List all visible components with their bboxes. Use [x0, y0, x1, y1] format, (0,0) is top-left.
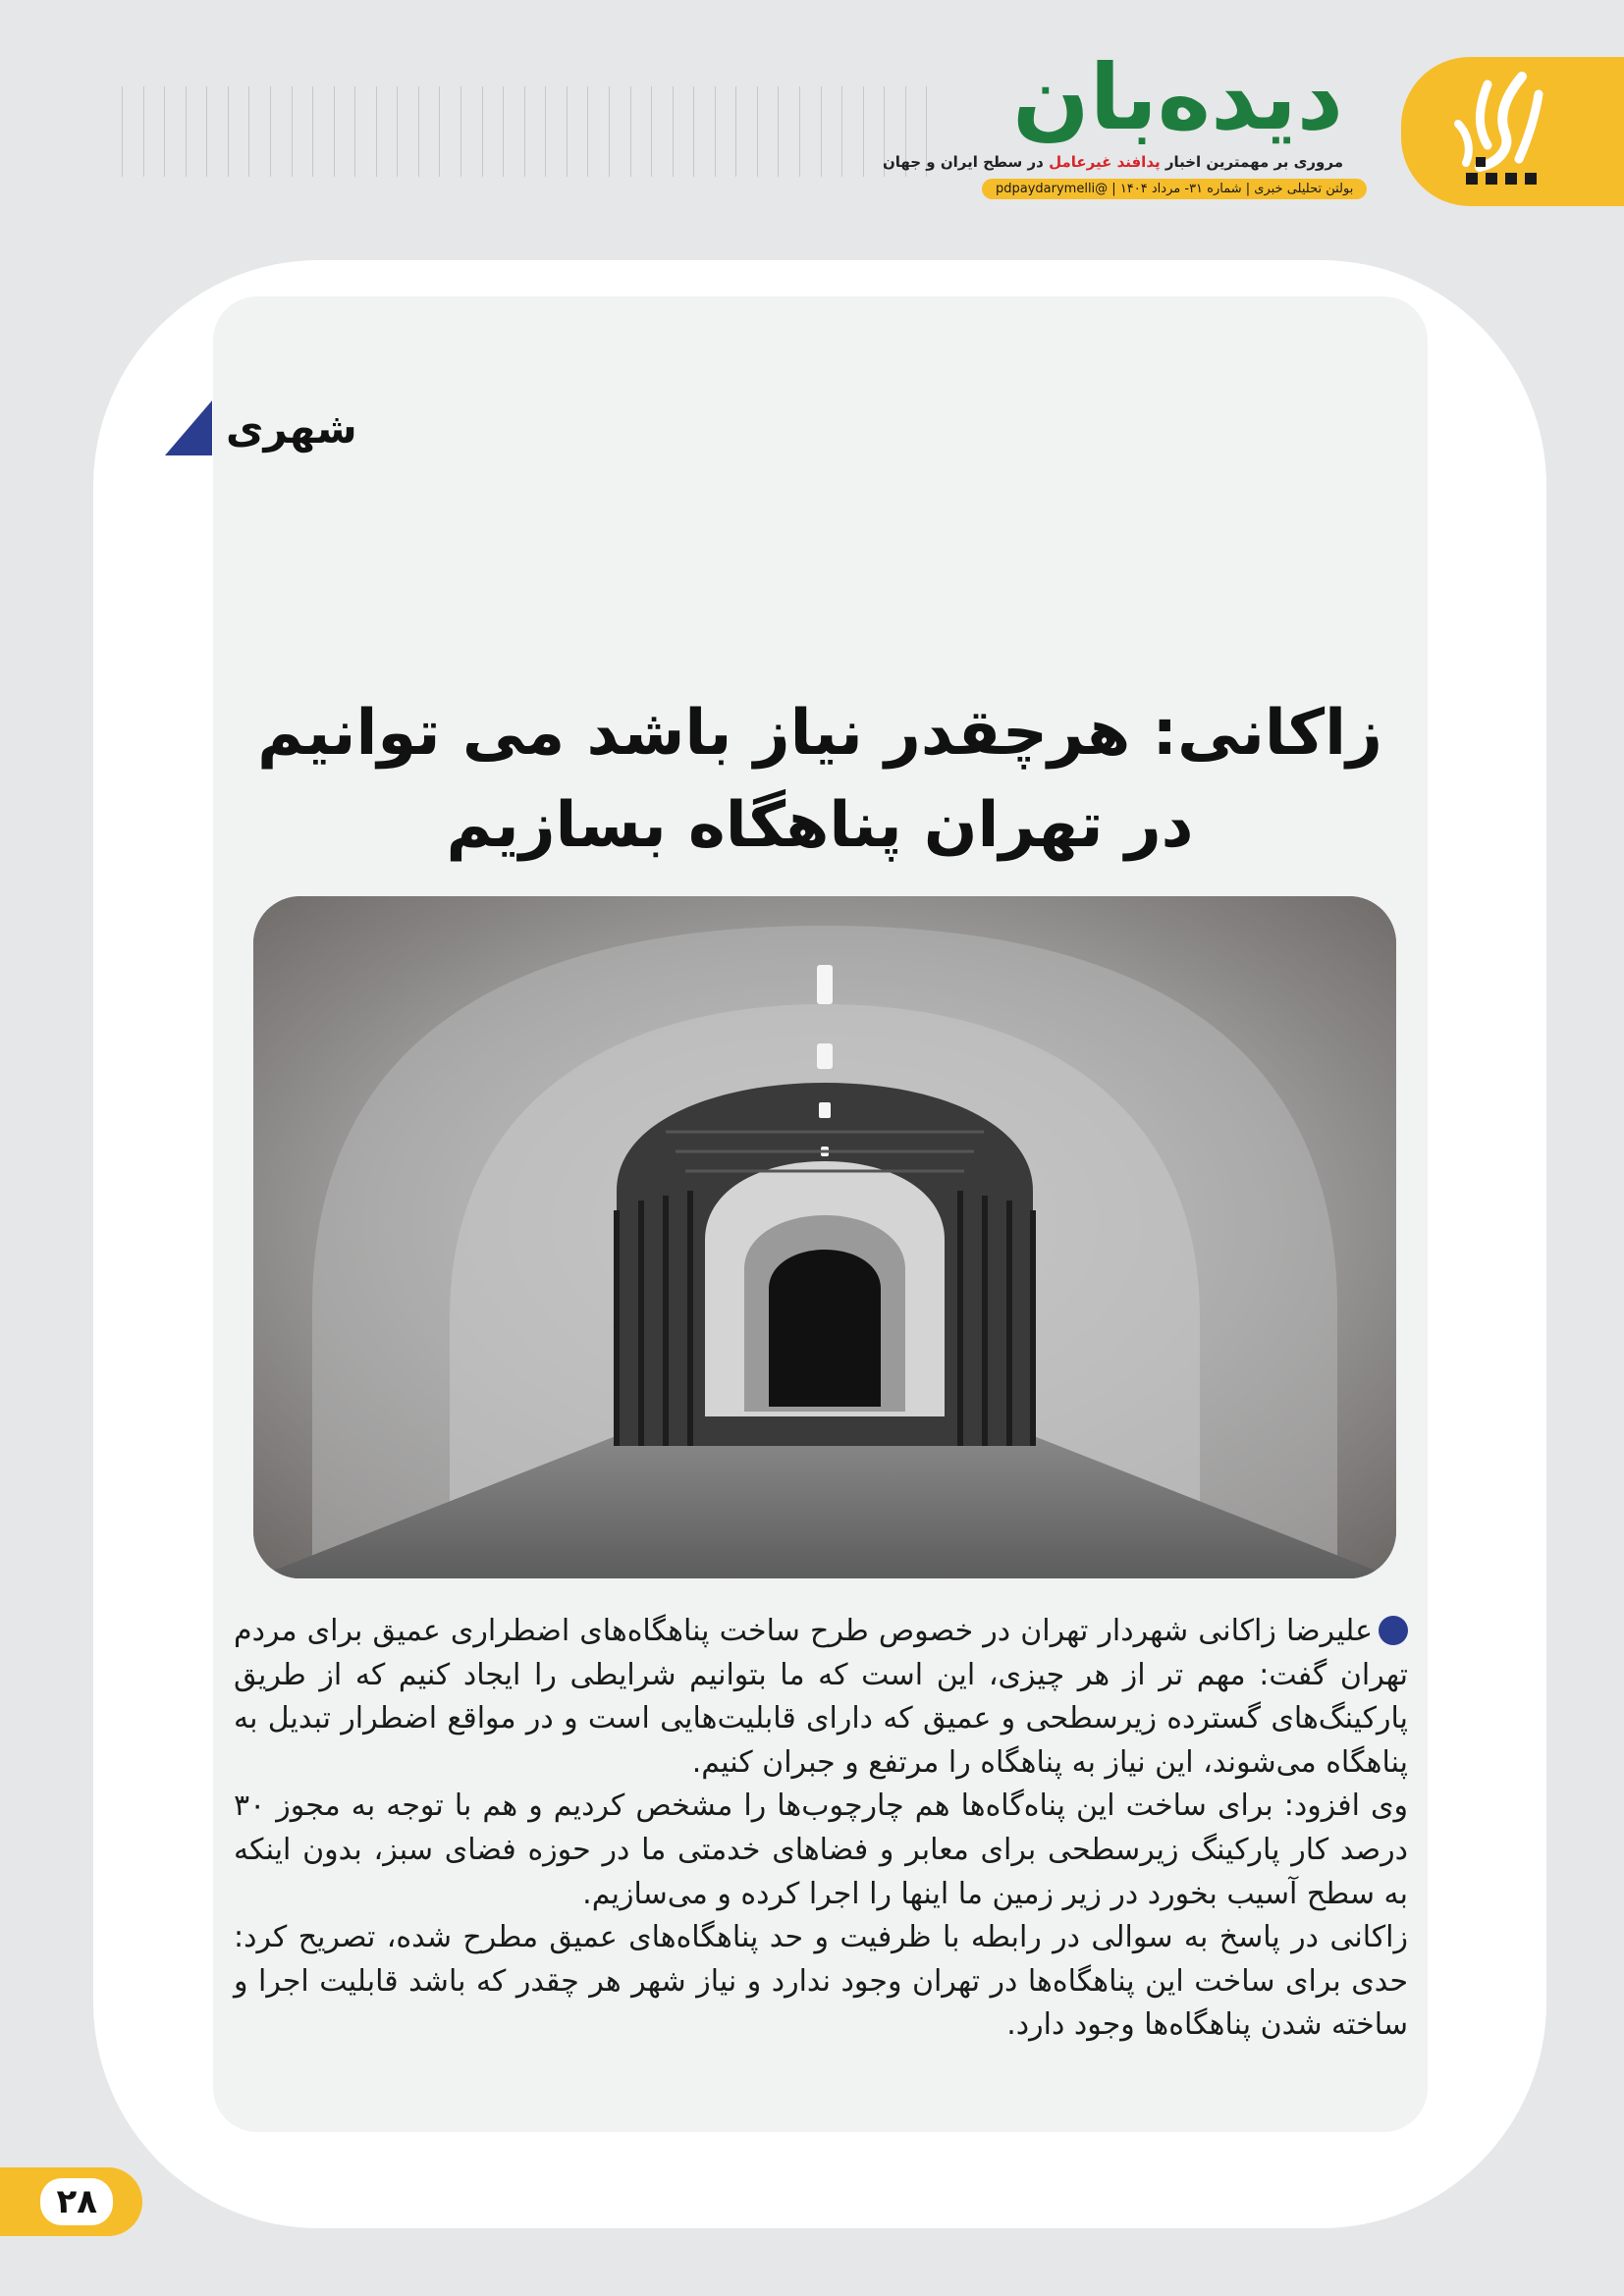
headline-line-2: در تهران پناهگاه بسازیم: [446, 789, 1194, 862]
article-photo-tunnel: [253, 896, 1396, 1578]
corner-logo: [1401, 57, 1624, 206]
tagline-end: در سطح ایران و جهان: [882, 153, 1044, 171]
triangle-marker-icon: [165, 400, 212, 455]
brand-title: دیده‌بان: [1012, 45, 1343, 150]
masthead: [882, 45, 1354, 199]
issue-info-badge: بولتن تحلیلی خبری | شماره ۳۱- مرداد ۱۴۰۴ | @pdpaydarymelli: [982, 179, 1367, 199]
calligraphy-logo-icon: [1429, 65, 1576, 202]
page-number: ۲۸: [40, 2178, 113, 2225]
bullet-dot-icon: [1379, 1616, 1408, 1645]
article-body: [234, 1610, 1408, 2048]
article-headline: [255, 687, 1384, 872]
section-tag: [165, 400, 357, 455]
headline-line-1: زاکانی: هرچقدر نیاز باشد می توانیم: [257, 697, 1382, 770]
header-stripes: [122, 86, 927, 177]
section-label: شهری: [226, 403, 357, 453]
article-paragraph: وی افزود: برای ساخت این پناه‌گاه‌ها هم چارچوب‌ها را مشخص کردیم و هم با توجه به مجوز ۳۰ درصد کار پارکینگ زیرسطحی برای معابر و فضاهای خدمتی ما در حوزه فضای سبز، بدون اینکه به سطح آسیب بخورد در زیر زمین ما اینها را اجرا کرده و می‌سازیم.: [234, 1789, 1408, 1911]
page-number-tab: [0, 2167, 142, 2236]
article-paragraph: زاکانی در پاسخ به سوالی در رابطه با ظرفیت و حد پناهگاه‌های عمیق مطرح شده، تصریح کرد: حدی برای ساخت این پناهگاه‌ها در تهران وجود ندارد و نیاز شهر هر چقدر که باشد قابلیت اجرا و ساخته شدن پناهگاه‌ها وجود دارد.: [234, 1920, 1408, 2043]
tagline-highlight: پدافند غیرعامل: [1049, 153, 1161, 171]
brand-tagline: [882, 153, 1343, 171]
article-paragraph: علیرضا زاکانی شهردار تهران در خصوص طرح ساخت پناهگاه‌های اضطراری عمیق برای مردم تهران گفت: مهم تر از هر چیزی، این است که ما بتوانیم شرایطی را ایجاد کنیم که از طریق پارکینگ‌های گسترده زیرسطحی و عمیق که دارای قابلیت‌هایی است و در مواقع اضطرار تبدیل به پناهگاه می‌شوند، این نیاز به پناهگاه را مرتفع و جبران کنیم.: [234, 1614, 1408, 1780]
tagline-start: مروری بر مهمترین اخبار: [1164, 153, 1343, 171]
